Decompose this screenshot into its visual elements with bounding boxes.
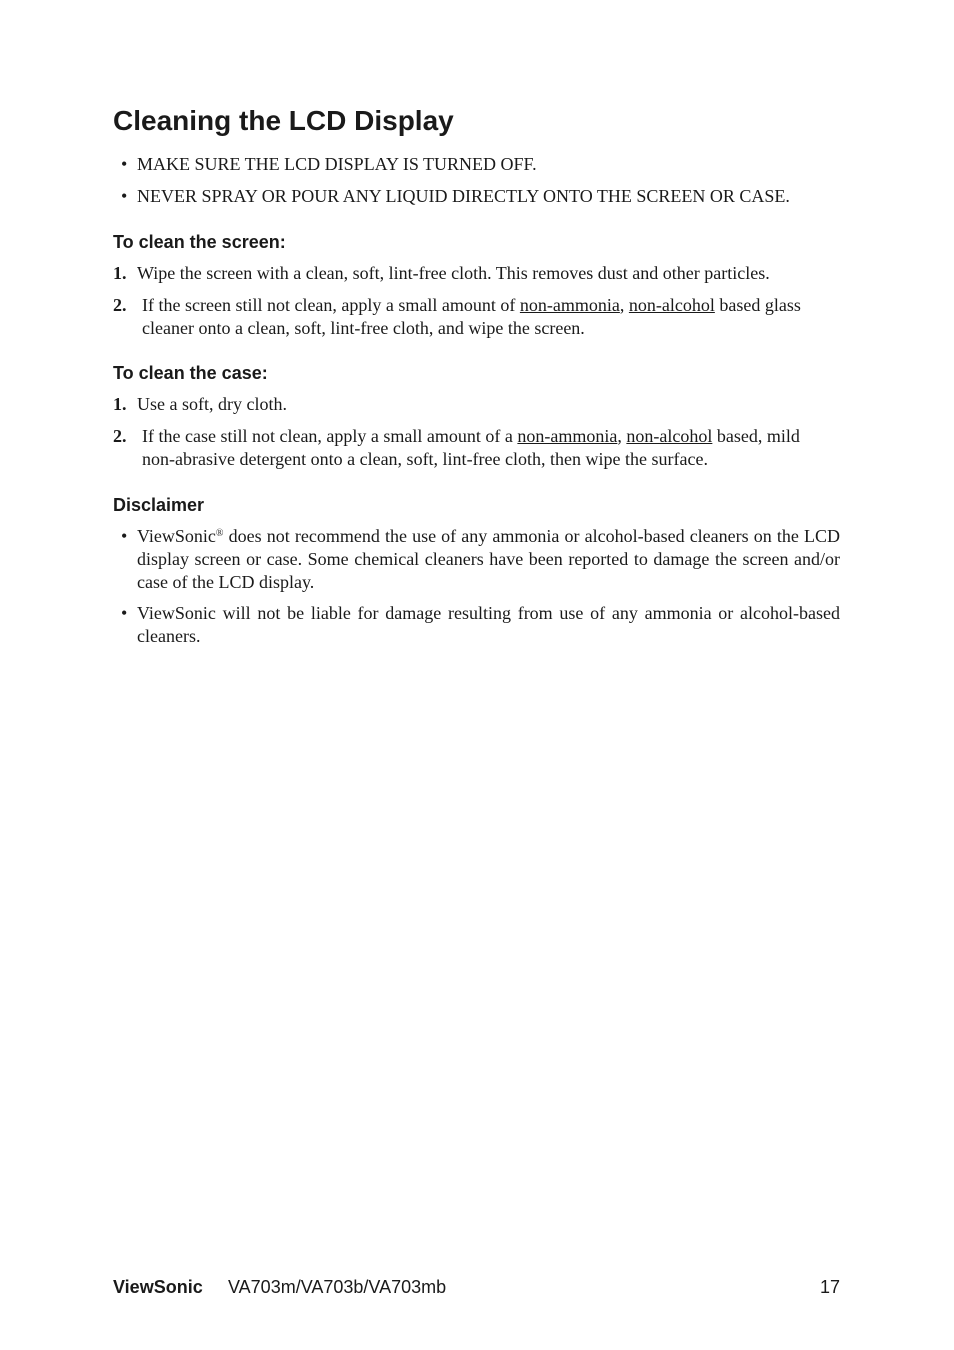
comma: , (619, 295, 625, 315)
bullet-marker: • (121, 603, 128, 623)
step-number: 2. (113, 295, 127, 315)
disclaimer-text: does not recommend the use of any ammonia or alcohol-based cleaners on the LCD display screen or case. Some chemical cleaners have been reported to damage the screen and/or case of the LCD display. (137, 526, 840, 592)
screen-step-2-line-2: cleaner onto a clean, soft, lint-free cloth, and wipe the screen. (142, 318, 585, 338)
screen-step-2-line-1 (142, 294, 801, 317)
registered-mark: ® (215, 528, 224, 539)
comma: , (617, 426, 622, 446)
footer-brand: ViewSonic (113, 1277, 203, 1297)
step-number: 1. (113, 394, 127, 414)
disclaimer-item-2: ViewSonic will not be liable for damage resulting from use of any ammonia or alcohol-based cleaners. (137, 603, 840, 646)
disclaimer-heading: Disclaimer (113, 495, 205, 515)
manual-page (113, 0, 840, 1350)
case-step-2-line-1 (142, 425, 800, 448)
step-text: based, mild (712, 426, 800, 446)
bullet-marker: • (121, 186, 128, 206)
page-number: 17 (819, 1277, 840, 1297)
step-text: based glass (714, 295, 801, 315)
step-text: If the screen still not clean, apply a small amount of (142, 295, 520, 315)
step-number: 1. (113, 263, 127, 283)
step-number: 2. (113, 426, 127, 446)
screen-step-1: Wipe the screen with a clean, soft, lint-free cloth. This removes dust and other particles. (137, 263, 770, 283)
step-text: If the case still not clean, apply a small amount of a (142, 426, 518, 446)
page-title: Cleaning the LCD Display (113, 105, 454, 136)
non-alcohol-term: non-alcohol (626, 426, 713, 446)
non-ammonia-term: non-ammonia (519, 295, 620, 315)
case-step-1: Use a soft, dry cloth. (137, 394, 287, 414)
disclaimer-item-1 (137, 525, 840, 594)
bullet-marker: • (121, 526, 128, 546)
screen-section-heading: To clean the screen: (113, 232, 286, 252)
case-section-heading: To clean the case: (113, 363, 268, 383)
non-ammonia-term: non-ammonia (517, 426, 618, 446)
warning-no-spray: NEVER SPRAY OR POUR ANY LIQUID DIRECTLY ONTO THE SCREEN OR CASE. (137, 186, 790, 206)
brand-name: ViewSonic (137, 526, 216, 546)
warning-turn-off: MAKE SURE THE LCD DISPLAY IS TURNED OFF. (137, 154, 537, 174)
case-step-2-line-2: non-abrasive detergent onto a clean, soft, lint-free cloth, then wipe the surface. (142, 449, 708, 469)
footer-model: VA703m/VA703b/VA703mb (228, 1277, 447, 1297)
bullet-marker: • (121, 154, 128, 174)
non-alcohol-term: non-alcohol (628, 295, 715, 315)
